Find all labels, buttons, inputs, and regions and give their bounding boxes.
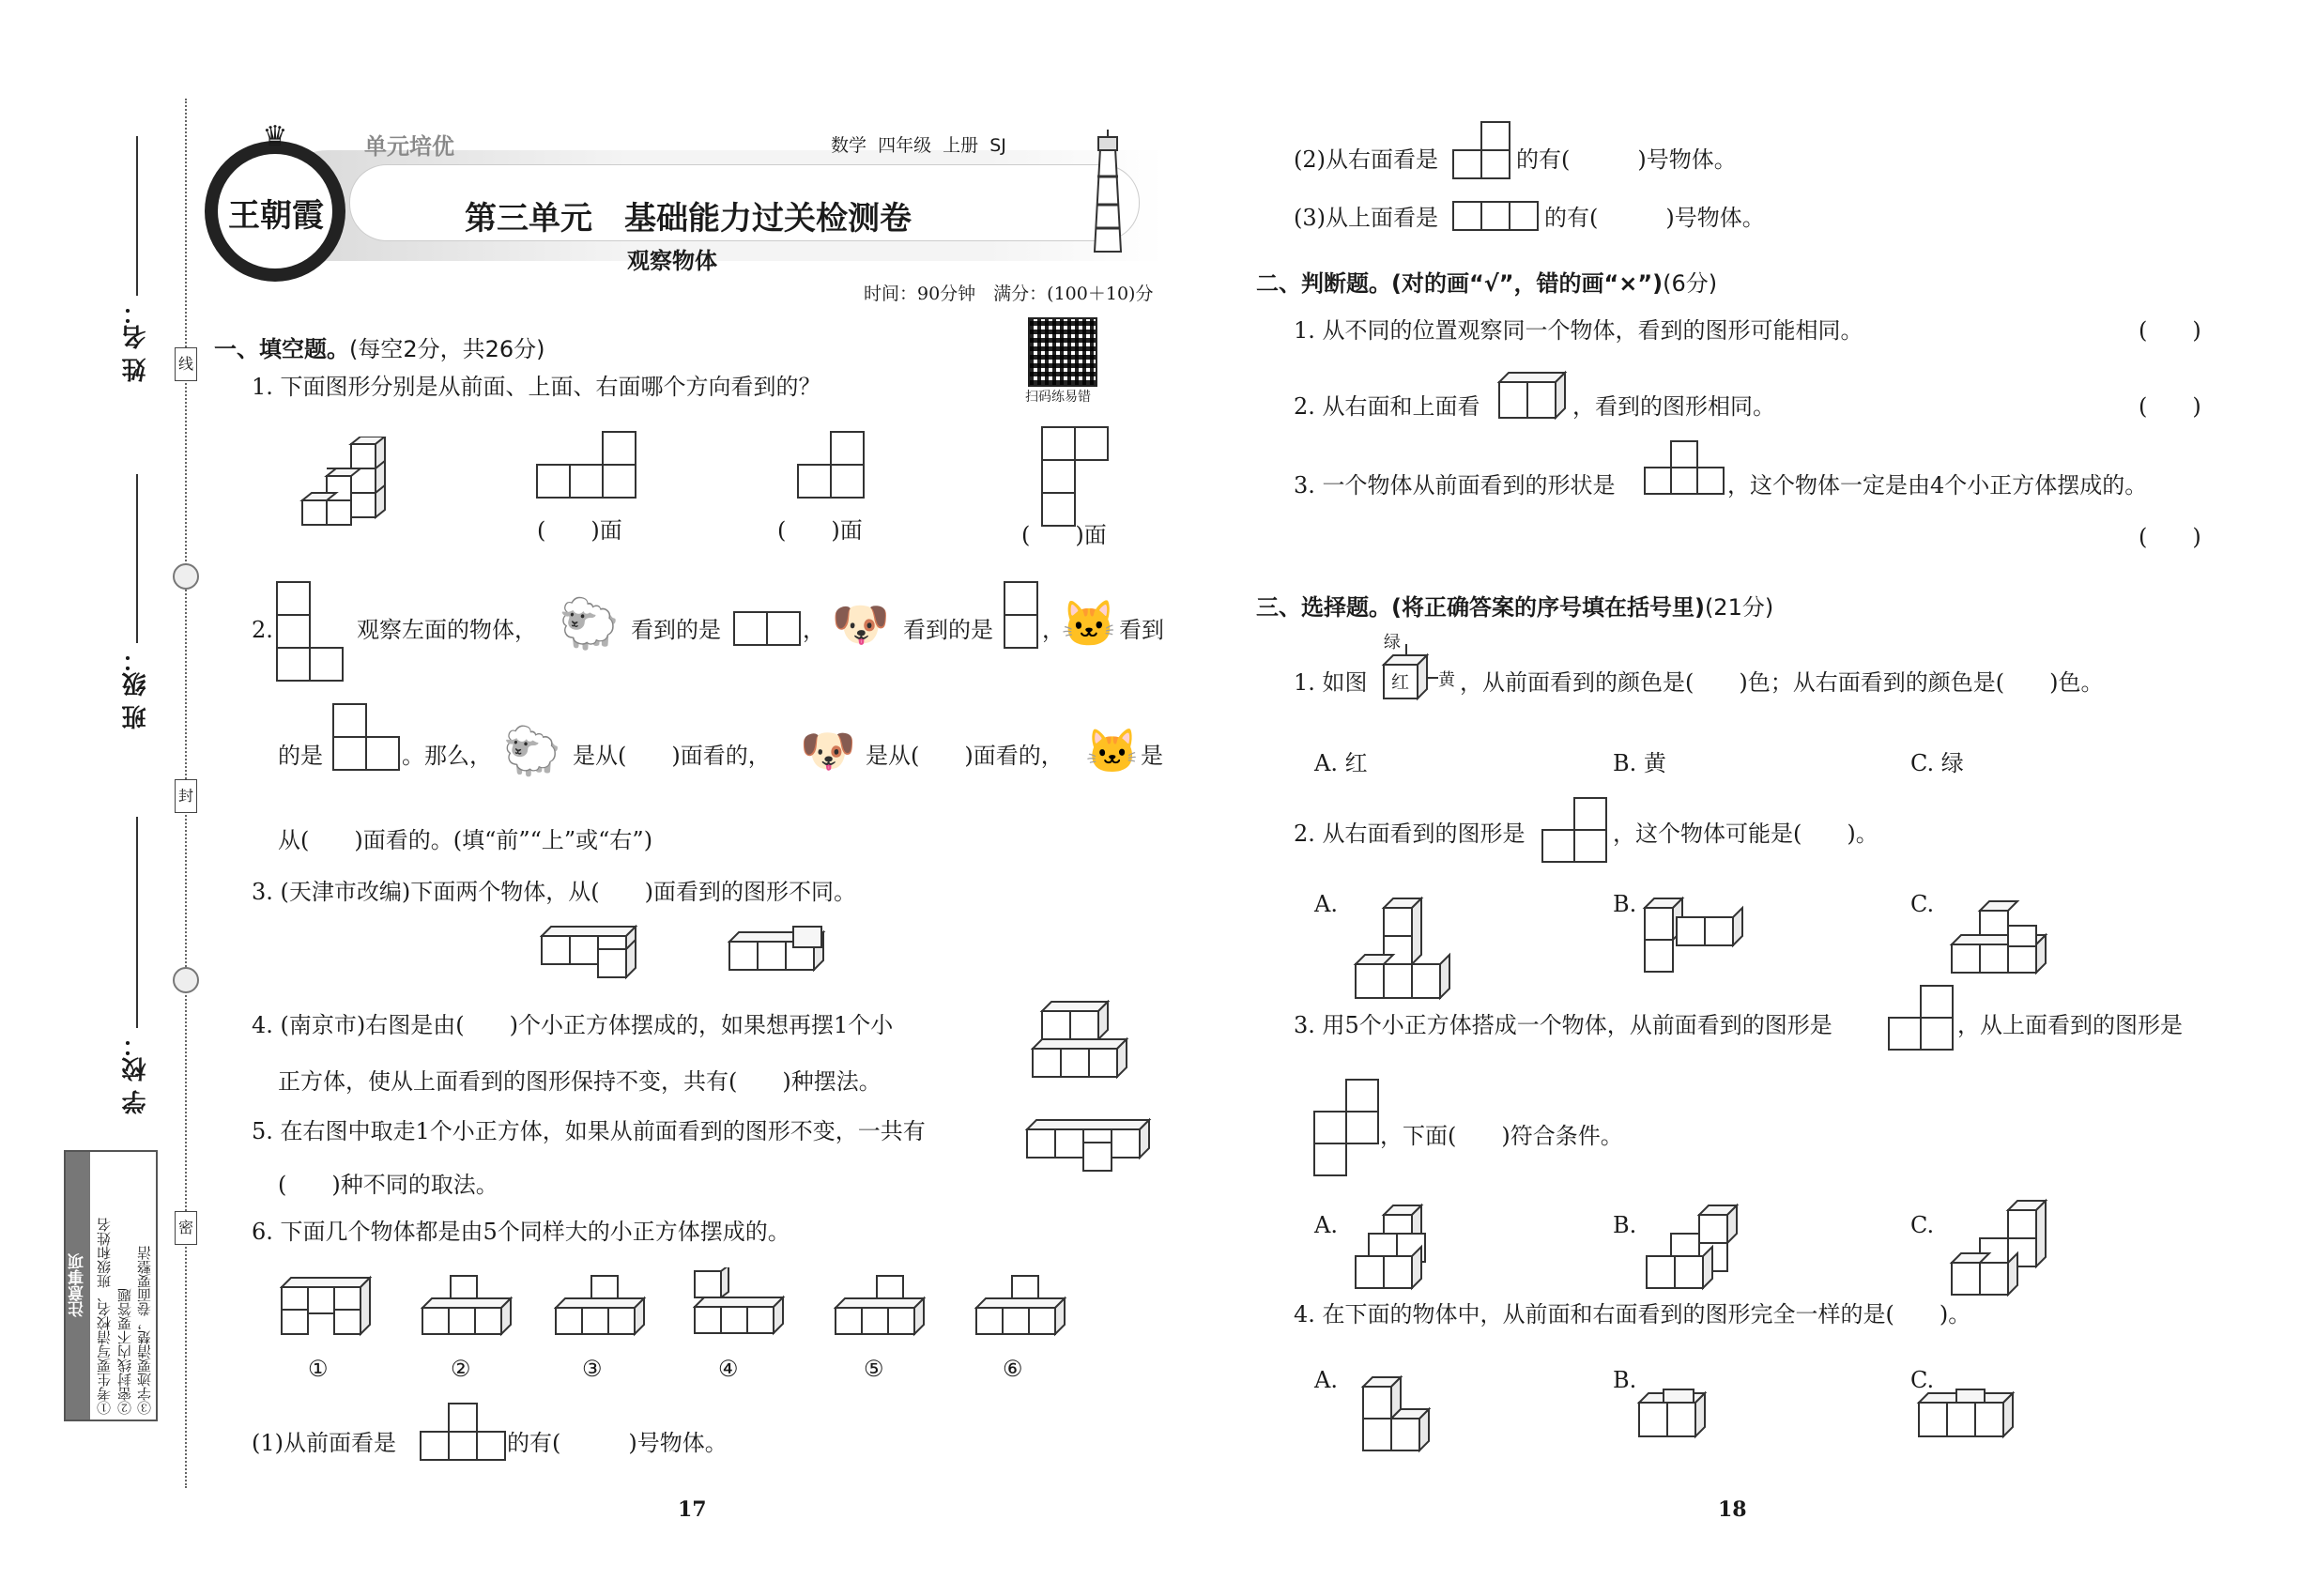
choice-3c[interactable]: ，下面( )符合条件。 xyxy=(1380,1123,1623,1149)
section-choice-title: 三、选择题。(将正确答案的序号填在括号里)(21分) xyxy=(1256,594,1774,621)
q6-label: ③ xyxy=(582,1356,603,1382)
q6-object-2 xyxy=(421,1272,514,1342)
choice-2-object-b xyxy=(1641,897,1744,980)
q2-num: 2. xyxy=(252,617,273,643)
dog-icon: 🐶 xyxy=(800,725,856,777)
judge-2a: 2. 从右面和上面看 xyxy=(1294,393,1480,420)
q2-view-sheep xyxy=(734,612,800,645)
judge-3b: ，这个物体一定是由4个小正方体摆成的。 xyxy=(1727,472,2148,499)
q2-object-view xyxy=(277,582,343,681)
choice-3a: 3. 用5个小正方体搭成一个物体，从前面看到的图形是 xyxy=(1294,1012,1832,1038)
label-green: 绿 xyxy=(1384,633,1401,652)
notice-box xyxy=(64,1150,158,1421)
judge-1-answer[interactable]: ( ) xyxy=(2139,317,2201,344)
choice-3-option-a[interactable]: A. xyxy=(1314,1212,1338,1238)
choice-1b[interactable]: ，从前面看到的颜色是( )色；从右面看到的颜色是( )色。 xyxy=(1460,669,2104,696)
choice-1-cube xyxy=(1372,633,1457,721)
series-label: 单元培优 xyxy=(364,133,454,160)
choice-2-option-b[interactable]: B. xyxy=(1613,891,1637,917)
q6-label: ① xyxy=(308,1356,329,1382)
notice-item: ③字迹要清楚，卷面要整洁 xyxy=(136,1246,153,1415)
choice-4-object-a xyxy=(1359,1375,1453,1459)
crown-icon: ♛ xyxy=(262,120,288,153)
time-score: 时间：90分钟 满分：(100＋10)分 xyxy=(864,284,1154,304)
name-label: 姓 名： xyxy=(122,300,150,383)
q6-label: ④ xyxy=(718,1356,739,1382)
q5-l1: 5. 在右图中取走1个小正方体，如果从前面看到的图形不变，一共有 xyxy=(252,1118,926,1144)
q6-sub1a: (1)从前面看是 xyxy=(252,1430,396,1456)
choice-4-option-a[interactable]: A. xyxy=(1314,1367,1338,1393)
exam-subtitle: 观察物体 xyxy=(627,248,717,274)
q2-view-cat xyxy=(333,704,399,770)
school-field[interactable] xyxy=(136,817,138,1028)
q2-l2c[interactable]: 是从( )面看的， xyxy=(573,743,771,769)
choice-2-object-a xyxy=(1352,897,1455,1008)
q2-l1a: 观察左面的物体， xyxy=(357,617,537,643)
q6-sub3b[interactable]: 的有( )号物体。 xyxy=(1544,205,1765,231)
choice-4-option-c[interactable]: C. xyxy=(1910,1367,1935,1393)
header-meta: 数学 四年级 上册 SJ xyxy=(831,135,1006,156)
q2-l3[interactable]: 从( )面看的。(填“前”“上”或“右”) xyxy=(278,827,653,853)
choice-2-object-c xyxy=(1948,899,2061,983)
choice-4-object-b xyxy=(1635,1388,1720,1448)
q2-l2d[interactable]: 是从( )面看的， xyxy=(866,743,1064,769)
q6-object-6 xyxy=(974,1272,1068,1342)
choice-2-option-a[interactable]: A. xyxy=(1314,891,1338,917)
q1-blank-2[interactable]: ( )面 xyxy=(777,517,863,544)
q1-view-1 xyxy=(537,432,636,498)
lighthouse-icon xyxy=(1080,130,1136,265)
class-field[interactable] xyxy=(136,474,138,643)
q6-sub2-view xyxy=(1453,122,1510,178)
qr-code[interactable] xyxy=(1028,317,1097,387)
q2-view-dog xyxy=(1004,582,1037,648)
q2-l1c: ， xyxy=(803,617,825,643)
choice-2-option-c[interactable]: C. xyxy=(1910,891,1935,917)
q6-object-5 xyxy=(834,1272,928,1342)
judge-2-answer[interactable]: ( ) xyxy=(2139,393,2201,420)
q1-view-2 xyxy=(798,432,864,498)
q6-sub2b[interactable]: 的有( )号物体。 xyxy=(1516,146,1737,173)
sheep-icon: 🐑 xyxy=(559,596,620,652)
q1-blank-3[interactable]: ( )面 xyxy=(1021,522,1107,548)
cat-icon: 🐱 xyxy=(1085,726,1140,776)
q6-sub3a: (3)从上面看是 xyxy=(1294,205,1438,231)
choice-2-view xyxy=(1542,798,1606,862)
q1-view-3 xyxy=(1042,427,1108,526)
q6-sub2a: (2)从右面看是 xyxy=(1294,146,1438,173)
choice-2b[interactable]: ，这个物体可能是( )。 xyxy=(1613,821,1878,847)
binding-mark-xian: 线 xyxy=(175,347,197,381)
label-red: 红 xyxy=(1391,672,1410,693)
q4-object xyxy=(1031,1000,1153,1097)
binding-hole xyxy=(173,967,199,993)
choice-3-object-c xyxy=(1948,1197,2061,1304)
section-judge-title: 二、判断题。(对的画“√”，错的画“×”)(6分) xyxy=(1256,270,1718,297)
choice-3-front-view xyxy=(1889,986,1953,1050)
sheep-icon: 🐑 xyxy=(502,724,562,778)
q1-stem: 1. 下面图形分别是从前面、上面、右面哪个方向看到的？ xyxy=(252,374,821,400)
q6-label: ⑥ xyxy=(1003,1356,1023,1382)
q6-sub3-view xyxy=(1453,202,1538,230)
cat-icon: 🐱 xyxy=(1061,598,1117,651)
qr-label: 扫码练易错 xyxy=(1025,390,1091,405)
exam-title: 第三单元 基础能力过关检测卷 xyxy=(465,200,912,238)
choice-3-option-b[interactable]: B. xyxy=(1613,1212,1637,1238)
class-label: 班 级： xyxy=(122,648,150,730)
choice-3-top-view xyxy=(1314,1080,1378,1175)
judge-3a: 3. 一个物体从前面看到的形状是 xyxy=(1294,472,1616,499)
page-number-left: 17 xyxy=(678,1497,707,1522)
q1-blank-1[interactable]: ( )面 xyxy=(537,517,622,544)
notice-title: 注意事项 xyxy=(66,1152,90,1420)
choice-1-option-c[interactable]: C. 绿 xyxy=(1910,750,1964,776)
q4-l1[interactable]: 4. (南京市)右图是由( )个小正方体摆成的，如果想再摆1个小 xyxy=(252,1012,894,1038)
q4-l2[interactable]: 正方体，使从上面看到的图形保持不变，共有( )种摆法。 xyxy=(278,1068,882,1095)
binding-mark-feng: 封 xyxy=(175,779,197,813)
choice-4-option-b[interactable]: B. xyxy=(1613,1367,1637,1393)
name-field[interactable] xyxy=(136,136,138,296)
judge-3-answer[interactable]: ( ) xyxy=(2139,524,2201,550)
q3-object-2 xyxy=(728,925,850,985)
judge-1: 1. 从不同的位置观察同一个物体，看到的图形可能相同。 xyxy=(1294,317,1863,344)
binding-hole xyxy=(173,563,199,590)
choice-3b: ，从上面看到的图形是 xyxy=(1957,1012,2183,1038)
q6-label: ② xyxy=(451,1356,471,1382)
notice-item: ①考生要写清校名、班级和姓名 xyxy=(96,1218,113,1415)
q6-object-3 xyxy=(554,1272,648,1342)
binding-mark-mi: 密 xyxy=(175,1211,197,1245)
q5-l2[interactable]: ( )种不同的取法。 xyxy=(278,1172,498,1198)
q6-object-1 xyxy=(280,1272,374,1342)
q3-stem[interactable]: 3. (天津市改编)下面两个物体，从( )面看到的图形不同。 xyxy=(252,879,856,905)
choice-1-option-a[interactable]: A. 红 xyxy=(1314,750,1368,776)
judge-2-object xyxy=(1497,369,1572,425)
q3-object-1 xyxy=(540,925,652,985)
choice-3-object-b xyxy=(1643,1202,1746,1299)
q1-object xyxy=(299,437,402,544)
choice-1a: 1. 如图 xyxy=(1294,669,1368,696)
choice-4[interactable]: 4. 在下面的物体中，从前面和右面看到的图形完全一样的是( )。 xyxy=(1294,1301,1971,1327)
choice-2a: 2. 从右面看到的图形是 xyxy=(1294,821,1526,847)
q6-stem: 6. 下面几个物体都是由5个同样大的小正方体摆成的。 xyxy=(252,1219,790,1245)
q2-l1f: 看到 xyxy=(1119,617,1164,643)
page-number-right: 18 xyxy=(1718,1497,1747,1522)
q6-object-4 xyxy=(693,1267,787,1342)
choice-3-object-a xyxy=(1352,1202,1455,1299)
section-fill-title: 一、填空题。(每空2分，共26分) xyxy=(214,336,545,362)
q2-l1d: 看到的是 xyxy=(903,617,993,643)
q2-l1b: 看到的是 xyxy=(631,617,721,643)
q2-l2b: 。那么， xyxy=(402,743,492,769)
q6-label: ⑤ xyxy=(864,1356,884,1382)
choice-1-option-b[interactable]: B. 黄 xyxy=(1613,750,1666,776)
judge-3-view xyxy=(1645,441,1724,494)
school-label: 学 校： xyxy=(122,1033,150,1115)
choice-3-option-c[interactable]: C. xyxy=(1910,1212,1935,1238)
q2-l2a: 的是 xyxy=(278,743,323,769)
q2-l2e: 是 xyxy=(1141,743,1163,769)
q6-sub1-view xyxy=(421,1404,505,1460)
judge-2b: ，看到的图形相同。 xyxy=(1572,393,1775,420)
q6-sub1b[interactable]: 的有( )号物体。 xyxy=(507,1430,728,1456)
dog-icon: 🐶 xyxy=(831,597,891,652)
choice-4-object-c xyxy=(1915,1388,2028,1448)
brand-name: 王朝霞 xyxy=(228,197,324,235)
label-yellow: 黄 xyxy=(1438,670,1455,690)
notice-item: ②密封线内不要答题 xyxy=(116,1288,133,1415)
q5-object xyxy=(1025,1113,1175,1182)
q2-l1e: ， xyxy=(1042,617,1065,643)
